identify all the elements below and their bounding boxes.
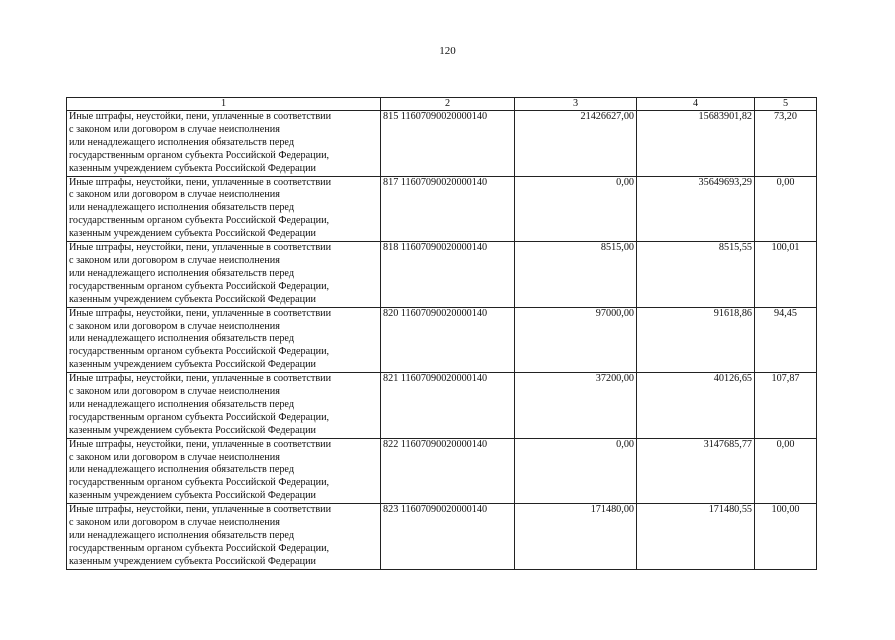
planned-amount-cell: 21426627,00 <box>515 111 637 177</box>
actual-amount-cell: 8515,55 <box>637 242 755 308</box>
revenue-name-line: с законом или договором в случае неисполнения <box>69 451 280 463</box>
actual-amount-cell: 91618,86 <box>637 307 755 373</box>
revenue-name-line: с законом или договором в случае неисполнения <box>69 320 280 332</box>
column-header-percent: 5 <box>755 98 817 111</box>
table-row <box>67 438 817 504</box>
budget-code-cell: 817 11607090020000140 <box>381 176 515 242</box>
revenue-name-line: или ненадлежащего исполнения обязательств перед <box>69 530 295 541</box>
revenue-name-line: Иные штрафы, неустойки, пени, уплаченные в соответствии <box>69 373 332 385</box>
revenue-name-line: Иные штрафы, неустойки, пени, уплаченные в соответствии <box>69 111 332 122</box>
execution-percent-cell: 0,00 <box>755 176 817 242</box>
budget-code-cell: 818 11607090020000140 <box>381 242 515 308</box>
planned-amount-cell: 0,00 <box>515 438 637 504</box>
budget-code-cell: 820 11607090020000140 <box>381 307 515 373</box>
revenue-name-line: государственным органом субъекта Российской Федерации, <box>69 477 330 489</box>
revenue-name-line: Иные штрафы, неустойки, пени, уплаченные в соответствии <box>69 242 332 254</box>
actual-amount-cell: 40126,65 <box>637 373 755 439</box>
revenue-name-line: государственным органом субъекта Российской Федерации, <box>69 542 330 554</box>
revenue-name-cell <box>67 176 381 242</box>
budget-code-cell: 823 11607090020000140 <box>381 504 515 570</box>
revenue-name-line: Иные штрафы, неустойки, пени, уплаченные в соответствии <box>69 307 332 319</box>
actual-amount-cell: 35649693,29 <box>637 176 755 242</box>
actual-amount-cell: 15683901,82 <box>637 111 755 177</box>
revenue-name-line: с законом или договором в случае неисполнения <box>69 254 280 266</box>
actual-amount-cell: 171480,55 <box>637 504 755 570</box>
planned-amount-cell: 97000,00 <box>515 307 637 373</box>
execution-percent-cell: 73,20 <box>755 111 817 177</box>
revenue-name-line: государственным органом субъекта Российской Федерации, <box>69 149 330 161</box>
revenue-name-cell <box>67 242 381 308</box>
column-header-name: 1 <box>67 98 381 111</box>
revenue-name-line: или ненадлежащего исполнения обязательств перед <box>69 464 295 476</box>
revenue-name-cell <box>67 504 381 570</box>
revenue-name-line: казенным учреждением субъекта Российской Федерации <box>69 359 316 371</box>
revenue-name-line: или ненадлежащего исполнения обязательств перед <box>69 267 295 279</box>
column-header-actual: 4 <box>637 98 755 111</box>
execution-percent-cell: 107,87 <box>755 373 817 439</box>
column-header-planned: 3 <box>515 98 637 111</box>
execution-percent-cell: 0,00 <box>755 438 817 504</box>
revenue-name-line: Иные штрафы, неустойки, пени, уплаченные в соответствии <box>69 438 332 450</box>
revenue-name-cell <box>67 111 381 177</box>
revenue-name-line: или ненадлежащего исполнения обязательств перед <box>69 398 295 410</box>
table-row <box>67 373 817 439</box>
revenue-name-line: или ненадлежащего исполнения обязательств перед <box>69 333 295 345</box>
revenue-name-line: государственным органом субъекта Российской Федерации, <box>69 215 330 227</box>
revenue-name-cell <box>67 438 381 504</box>
actual-amount-cell: 3147685,77 <box>637 438 755 504</box>
revenue-name-line: государственным органом субъекта Российской Федерации, <box>69 280 330 292</box>
revenue-name-cell <box>67 307 381 373</box>
revenue-name-line: с законом или договором в случае неисполнения <box>69 386 280 398</box>
table-header-row <box>67 98 817 111</box>
revenue-name-line: казенным учреждением субъекта Российской Федерации <box>69 162 316 174</box>
revenue-name-line: или ненадлежащего исполнения обязательств перед <box>69 202 295 214</box>
revenue-name-line: с законом или договором в случае неисполнения <box>69 189 280 201</box>
planned-amount-cell: 171480,00 <box>515 504 637 570</box>
planned-amount-cell: 37200,00 <box>515 373 637 439</box>
budget-code-cell: 815 11607090020000140 <box>381 111 515 177</box>
table-row <box>67 242 817 308</box>
revenue-name-line: казенным учреждением субъекта Российской Федерации <box>69 555 316 567</box>
revenue-name-cell <box>67 373 381 439</box>
execution-percent-cell: 100,00 <box>755 504 817 570</box>
table-row <box>67 307 817 373</box>
execution-percent-cell: 94,45 <box>755 307 817 373</box>
revenue-name-line: с законом или договором в случае неисполнения <box>69 517 280 529</box>
revenue-name-line: или ненадлежащего исполнения обязательств перед <box>69 136 295 148</box>
table-row <box>67 504 817 570</box>
budget-code-cell: 821 11607090020000140 <box>381 373 515 439</box>
revenue-name-line: казенным учреждением субъекта Российской Федерации <box>69 228 316 240</box>
planned-amount-cell: 0,00 <box>515 176 637 242</box>
revenue-name-line: с законом или договором в случае неисполнения <box>69 123 280 135</box>
table-body <box>67 111 817 570</box>
planned-amount-cell: 8515,00 <box>515 242 637 308</box>
revenue-name-line: Иные штрафы, неустойки, пени, уплаченные в соответствии <box>69 504 332 516</box>
revenue-name-line: государственным органом субъекта Российской Федерации, <box>69 411 330 423</box>
table-row <box>67 176 817 242</box>
revenue-name-line: казенным учреждением субъекта Российской Федерации <box>69 490 316 502</box>
column-header-code: 2 <box>381 98 515 111</box>
page-number: 120 <box>439 45 456 57</box>
revenue-name-line: казенным учреждением субъекта Российской Федерации <box>69 293 316 305</box>
execution-percent-cell: 100,01 <box>755 242 817 308</box>
budget-code-cell: 822 11607090020000140 <box>381 438 515 504</box>
budget-report-table <box>66 97 817 570</box>
revenue-name-line: Иные штрафы, неустойки, пени, уплаченные в соответствии <box>69 176 332 188</box>
table-row <box>67 111 817 177</box>
revenue-name-line: казенным учреждением субъекта Российской Федерации <box>69 424 316 436</box>
revenue-name-line: государственным органом субъекта Российской Федерации, <box>69 346 330 358</box>
